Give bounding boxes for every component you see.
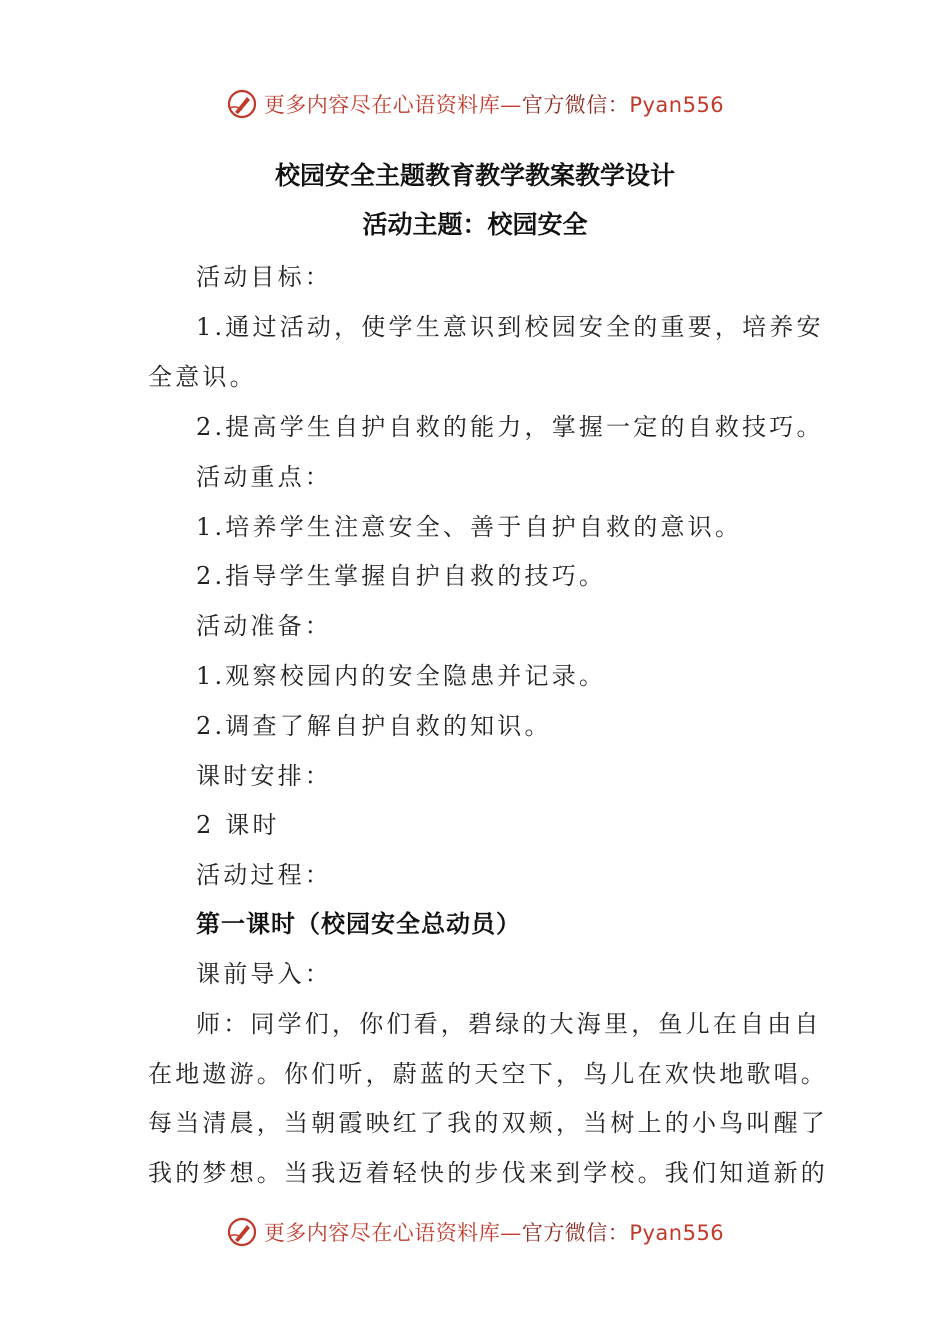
header-banner xyxy=(0,84,950,124)
section-heading-goals: 活动目标： xyxy=(196,263,332,291)
paragraph-line: 我的梦想。当我迈着轻快的步伐来到学校。我们知道新的 xyxy=(148,1159,828,1187)
footer-banner xyxy=(0,1212,950,1252)
document-subtitle: 活动主题：校园安全 xyxy=(362,210,588,239)
pen-logo-icon xyxy=(226,1216,258,1248)
banner-text: 更多内容尽在心语资料库—官方微信：Pyan556 xyxy=(263,1221,725,1245)
pen-logo-icon xyxy=(226,88,258,120)
paragraph-line: 2.指导学生掌握自护自救的技巧。 xyxy=(196,562,607,590)
paragraph-line: 每当清晨，当朝霞映红了我的双颊，当树上的小鸟叫醒了 xyxy=(148,1109,828,1137)
section-heading-intro: 课前导入： xyxy=(196,960,332,988)
section-heading-focus: 活动重点： xyxy=(196,463,332,491)
section-heading-schedule: 课时安排： xyxy=(196,762,332,790)
document-title: 校园安全主题教育教学教案教学设计 xyxy=(274,161,675,190)
paragraph-line: 全意识。 xyxy=(148,363,257,391)
paragraph-line: 师：同学们，你们看，碧绿的大海里，鱼儿在自由自 xyxy=(196,1010,822,1038)
section-heading-preparation: 活动准备： xyxy=(196,612,332,640)
paragraph-line: 2.提高学生自护自救的能力，掌握一定的自救技巧。 xyxy=(196,413,824,441)
paragraph-line: 1.培养学生注意安全、善于自护自救的意识。 xyxy=(196,513,743,541)
lesson-heading: 第一课时（校园安全总动员） xyxy=(196,909,521,938)
paragraph-line: 1.观察校园内的安全隐患并记录。 xyxy=(196,662,607,690)
section-heading-process: 活动过程： xyxy=(196,861,332,889)
paragraph-line: 1.通过活动，使学生意识到校园安全的重要，培养安 xyxy=(196,313,824,341)
paragraph-line: 在地遨游。你们听，蔚蓝的天空下，鸟儿在欢快地歌唱。 xyxy=(148,1060,828,1088)
banner-text: 更多内容尽在心语资料库—官方微信：Pyan556 xyxy=(263,93,725,117)
paragraph-line: 2 课时 xyxy=(196,811,280,839)
paragraph-line: 2.调查了解自护自救的知识。 xyxy=(196,712,552,740)
